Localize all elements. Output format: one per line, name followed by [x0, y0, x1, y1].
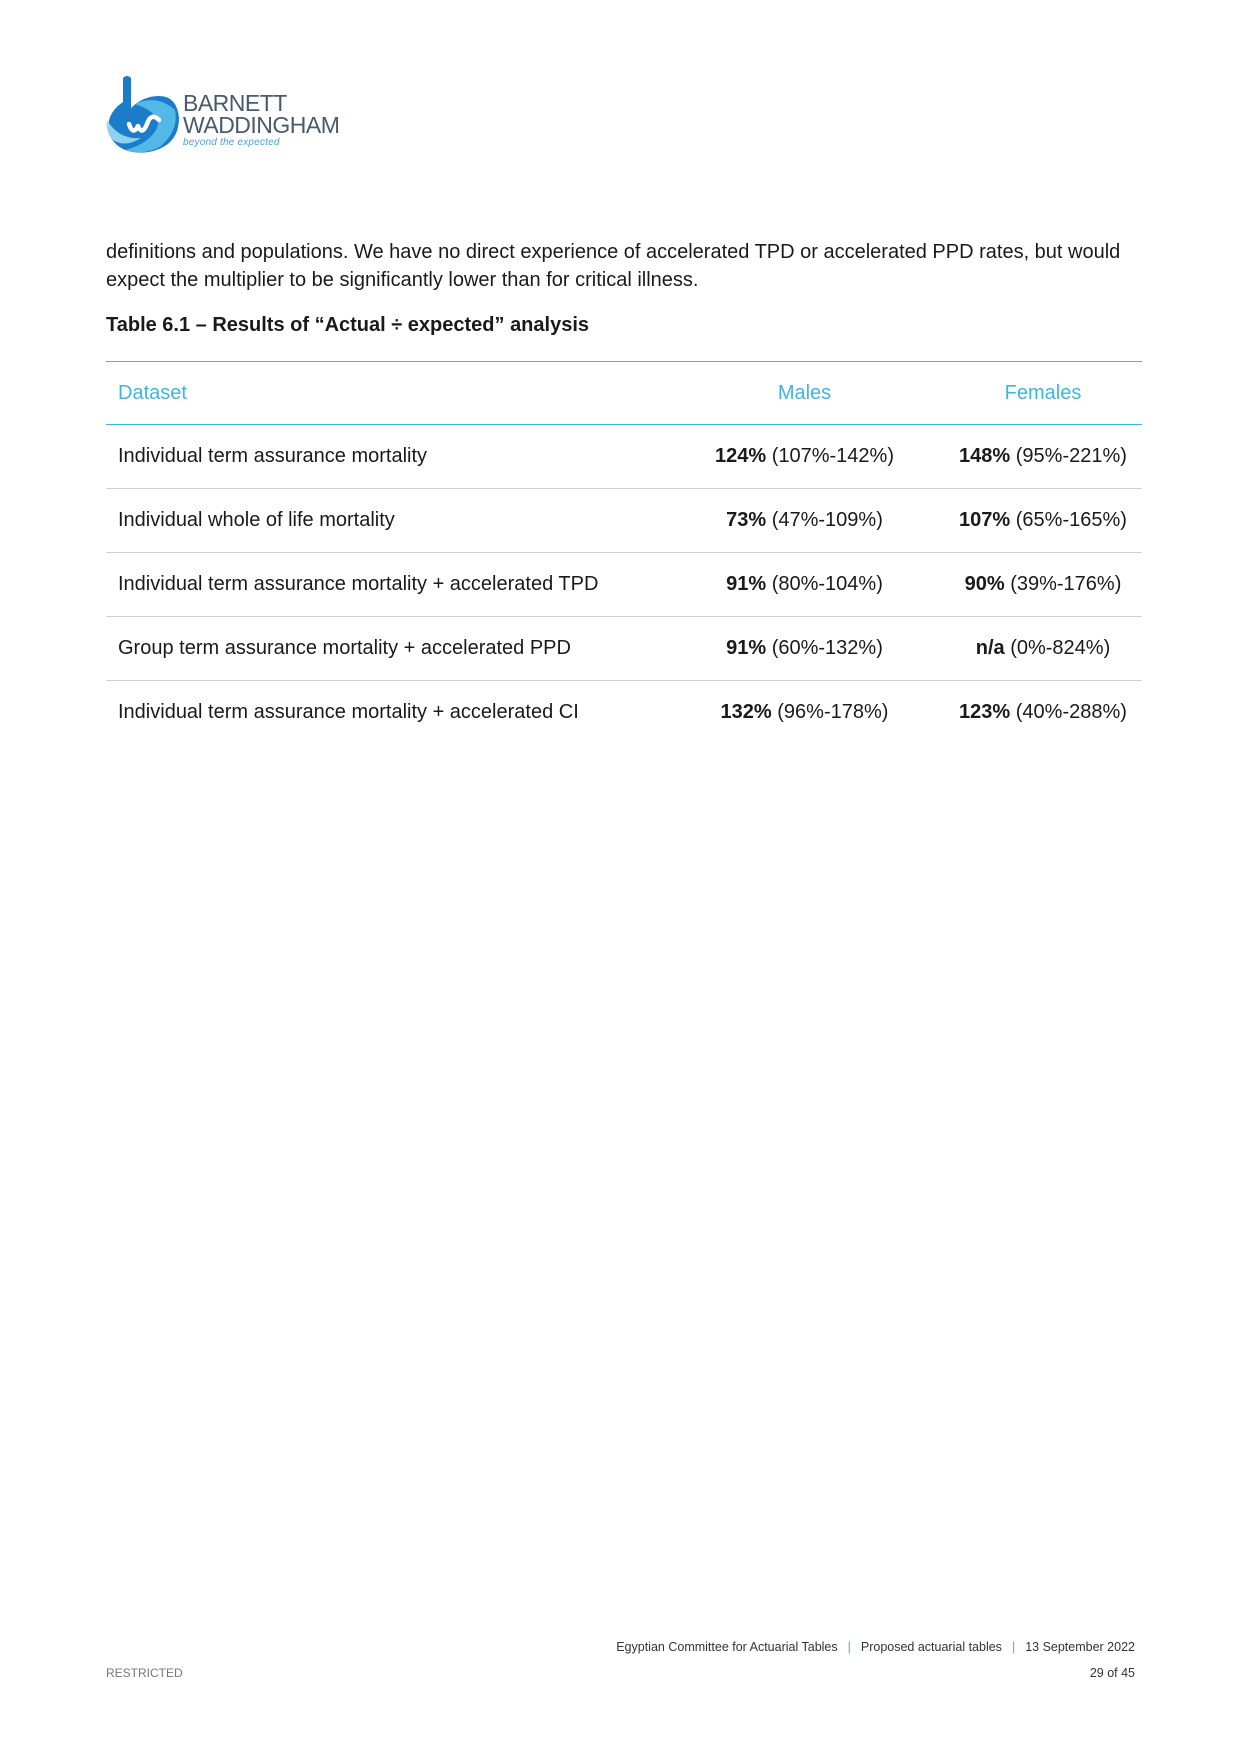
- table-row: [106, 553, 1142, 617]
- table-header-row: [106, 362, 1142, 425]
- males-range: (107%-142%): [771, 445, 894, 467]
- females-value: 90%: [964, 573, 1005, 595]
- barnett-waddingham-logo-icon: [105, 74, 181, 158]
- males-range: (96%-178%): [777, 701, 889, 723]
- dataset-cell: Individual term assurance mortality + accelerated TPD: [118, 573, 599, 595]
- logo-tagline: beyond the expected: [183, 137, 280, 148]
- females-cell: [944, 617, 1142, 681]
- table-row: [106, 681, 1142, 745]
- logo-line-2: WADDINGHAM: [183, 112, 340, 138]
- males-cell: [665, 553, 944, 617]
- footer-committee: Egyptian Committee for Actuarial Tables: [616, 1640, 838, 1654]
- page-number: 29 of 45: [1089, 1666, 1135, 1680]
- males-range: (47%-109%): [771, 509, 883, 531]
- males-value: 132%: [720, 701, 772, 723]
- females-range: (95%-221%): [1015, 445, 1127, 467]
- dataset-cell: Individual term assurance mortality: [118, 445, 428, 467]
- table-row: [106, 425, 1142, 489]
- females-cell: [944, 489, 1142, 553]
- males-cell: [665, 489, 944, 553]
- females-value: n/a: [975, 637, 1005, 659]
- header-males: Males: [777, 381, 832, 404]
- females-range: (65%-165%): [1015, 509, 1127, 531]
- males-value: 91%: [726, 637, 767, 659]
- females-cell: [944, 681, 1142, 745]
- males-range: (80%-104%): [771, 573, 883, 595]
- footer-document-title: Proposed actuarial tables: [860, 1640, 1002, 1654]
- males-value: 124%: [714, 445, 767, 467]
- logo-line-1: BARNETT: [183, 90, 287, 116]
- header-dataset: Dataset: [118, 381, 187, 404]
- results-table: [106, 361, 1142, 744]
- table-row: [106, 617, 1142, 681]
- males-range: (60%-132%): [771, 637, 883, 659]
- table-row: [106, 489, 1142, 553]
- header-females: Females: [1004, 381, 1082, 404]
- females-cell: [944, 553, 1142, 617]
- females-value: 148%: [959, 445, 1011, 467]
- footer-separator: |: [847, 1640, 851, 1654]
- females-value: 123%: [959, 701, 1011, 723]
- footer-date: 13 September 2022: [1025, 1640, 1135, 1654]
- males-cell: [665, 425, 944, 489]
- footer-document-info: [616, 1640, 1135, 1654]
- dataset-cell: Individual term assurance mortality + accelerated CI: [118, 701, 579, 723]
- females-value: 107%: [959, 509, 1011, 531]
- company-logo: [105, 74, 355, 158]
- logo-wordmark: [183, 92, 339, 150]
- footer-separator: |: [1011, 1640, 1016, 1654]
- females-cell: [944, 425, 1142, 489]
- males-cell: [665, 617, 944, 681]
- males-cell: [665, 681, 944, 745]
- females-range: (40%-288%): [1015, 701, 1127, 723]
- males-value: 73%: [726, 509, 767, 531]
- classification-label: RESTRICTED: [106, 1666, 183, 1680]
- females-range: (0%-824%): [1010, 637, 1111, 659]
- table-caption: Table 6.1 – Results of “Actual ÷ expected” analysis: [106, 314, 590, 336]
- males-value: 91%: [726, 573, 767, 595]
- intro-paragraph: definitions and populations. We have no direct experience of accelerated TPD or accelerated PPD rates, but would expect the multiplier to be significantly lower than for critical illness.: [106, 241, 1121, 291]
- females-range: (39%-176%): [1010, 573, 1122, 595]
- dataset-cell: Individual whole of life mortality: [118, 509, 395, 531]
- dataset-cell: Group term assurance mortality + accelerated PPD: [118, 637, 571, 659]
